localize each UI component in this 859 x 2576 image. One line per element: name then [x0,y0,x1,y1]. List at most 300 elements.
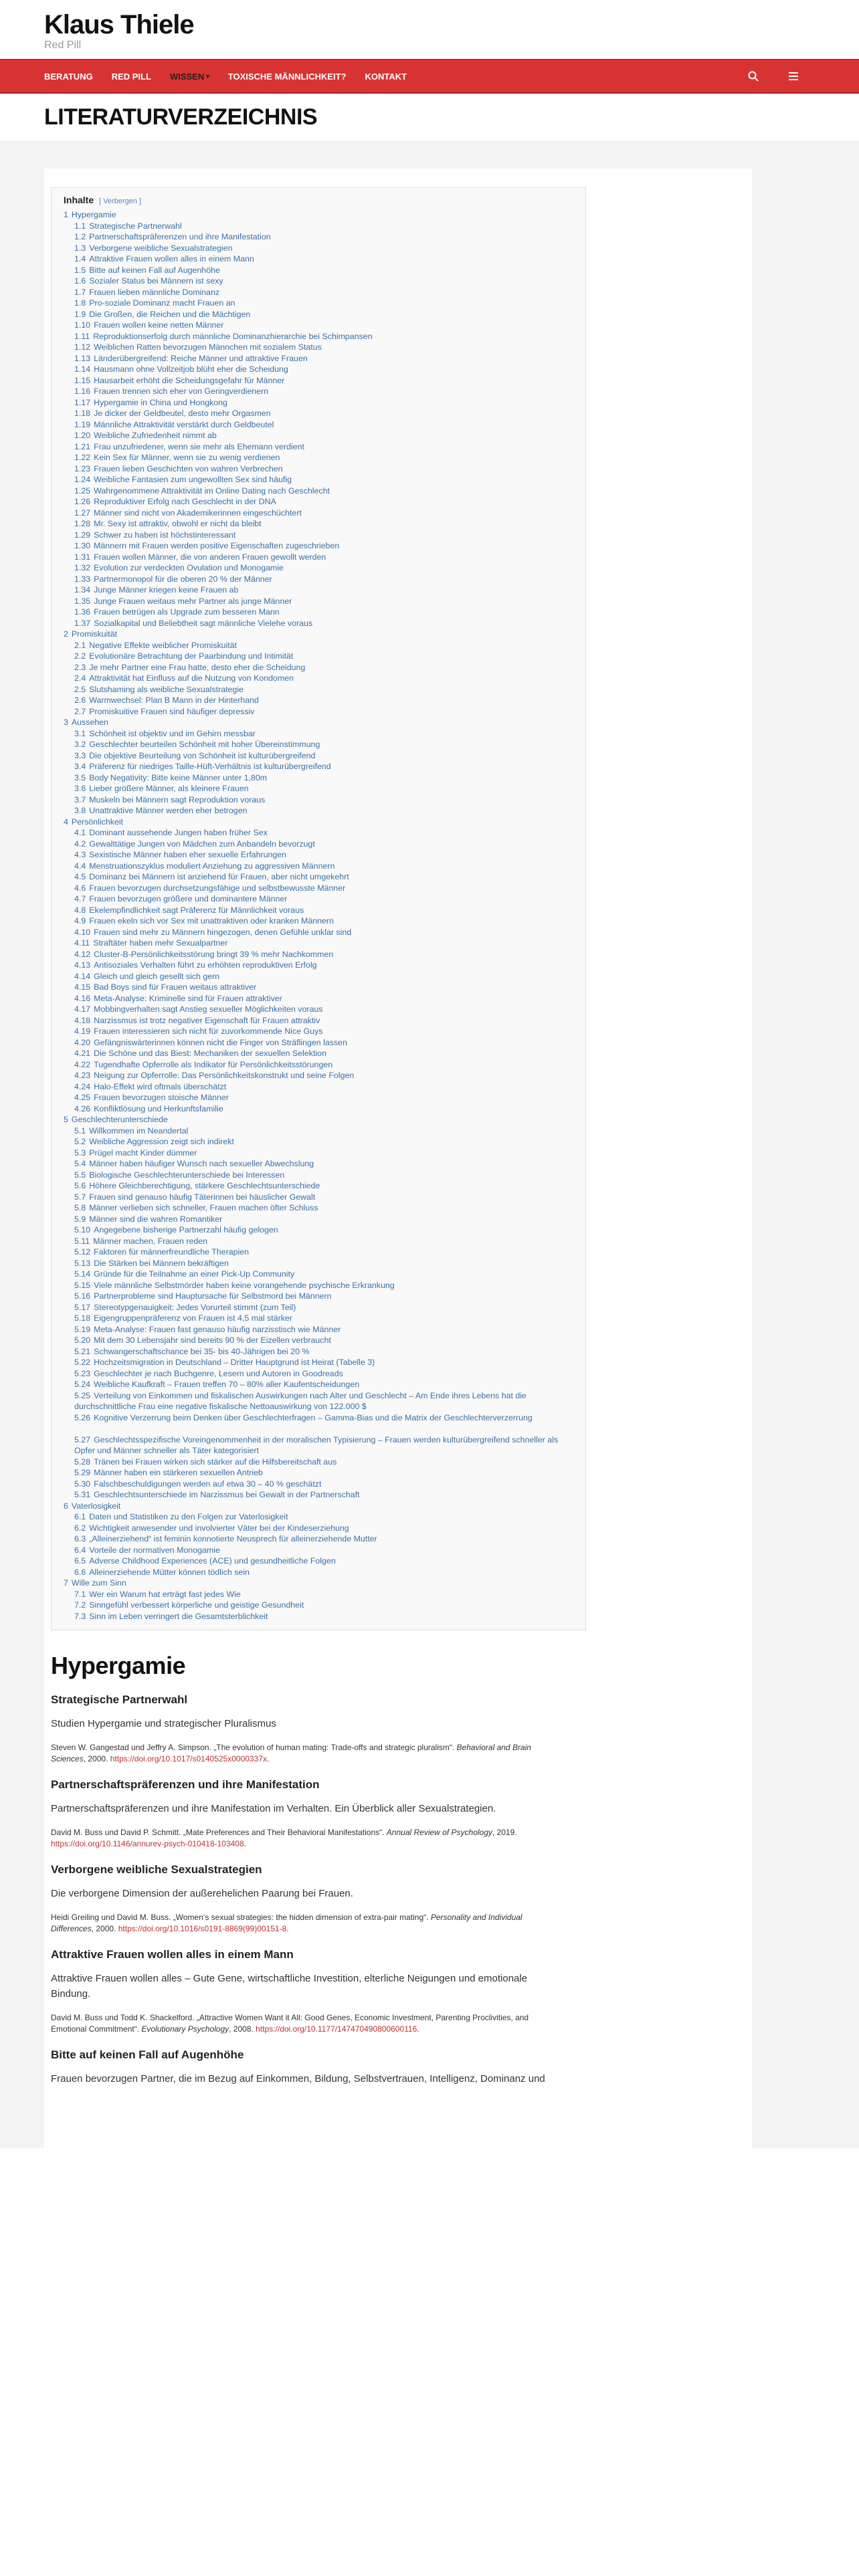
toc-text: Wille zum Sinn [71,1578,126,1588]
toc-link-1-2[interactable] [64,231,573,243]
citation-journal: Behavioral and Brain Sciences [51,1743,531,1763]
toc-link-5-2[interactable] [64,1136,573,1148]
nav-item-label: TOXISCHE MÄNNLICHKEIT? [227,71,347,82]
toc-number: 1.17 [74,397,91,407]
toc-link-5-21[interactable] [64,1346,573,1358]
toc-text: Sinn im Leben verringert die Gesamtsterblichkeit [89,1611,268,1621]
toc-link-6-5[interactable] [64,1555,573,1567]
citation-year: , 2019. [492,1828,517,1837]
toc-text: Schwer zu haben ist höchstinteressant [94,530,236,540]
toc-text: Sozialer Status bei Männern ist sexy [89,276,223,286]
toc-toggle-link[interactable]: [ Verbergen ] [99,197,142,205]
citation-year: , 2000. [83,1754,108,1763]
toc-text: Viele männliche Selbstmörder haben keine vorangehende psychische Erkrankung [94,1280,395,1290]
toc-number: 4.24 [74,1081,91,1091]
toc-link-1-31[interactable] [64,552,573,563]
toc-link-1-35[interactable] [64,596,573,607]
toc-link-1-18[interactable] [64,408,573,419]
toc-text: Geschlechter je nach Buchgenre, Lesern und Autoren in Goodreads [94,1368,343,1378]
toc-number: 6.4 [74,1545,86,1555]
toc-link-1-27[interactable] [64,508,573,519]
citation [51,1912,559,1935]
site-title[interactable]: Klaus Thiele [44,10,194,39]
toc-number: 1.13 [74,353,91,363]
toc-number: 5.29 [74,1468,91,1477]
toc-number: 4.18 [74,1015,91,1025]
toc-text: „Alleinerziehend“ ist feminin konnotierte Neusprech für alleinerziehende Mutter [89,1534,377,1543]
toc-number: 1.3 [74,243,86,253]
toc-link-4-13[interactable] [64,960,573,971]
toc-link-5-8[interactable] [64,1202,573,1214]
toc-link-2-1[interactable] [64,640,573,651]
toc-link-7-1[interactable] [64,1589,573,1600]
nav-item-toxische-männlichkeit[interactable] [228,72,347,82]
toc-text: Geschlechtsunterschiede im Narzissmus bei Gewalt in der Partnerschaft [94,1490,360,1499]
toc-text: Verteilung von Einkommen und fiskalischen Auswirkungen nach Alter und Geschlecht – Am Ende ihres Lebens hat die durchschnittliche Frau eine negative fiskalische Nettoauswirkung von 122.000 $ [74,1390,527,1411]
toc-link-5-30[interactable] [64,1479,573,1490]
toc-text: Hypergamie [71,210,116,219]
toc-text: Pro-soziale Dominanz macht Frauen an [89,298,235,308]
toc-text: Mr. Sexy ist attraktiv, obwohl er nicht da bleibt [94,519,262,528]
toc-number: 1.37 [74,618,91,628]
toc-link-2-4[interactable] [64,673,573,684]
toc-text: Männer haben ein stärkeren sexuellen Antrieb [94,1468,263,1477]
toc-text: Frauen sind mehr zu Männern hingezogen, denen Gefühle unklar sind [94,927,352,937]
toc-number: 3.2 [74,740,86,749]
toc-number: 1.8 [74,298,86,308]
toc-number: 2.7 [74,706,86,716]
toc-link-3[interactable] [64,717,573,728]
citation-authors: David M. Buss und Todd K. Shackelford. „Attractive Women Want it All: Good Genes, Economic Investment, Parenting Proclivities, and Emotional Commitment“. [51,2013,529,2034]
toc-link-5-7[interactable] [64,1192,573,1203]
toc-text: Tränen bei Frauen wirken sich stärker auf die Hilfsbereitschaft aus [94,1457,337,1467]
toc-link-5-3[interactable] [64,1148,573,1159]
toc-link-1-26[interactable] [64,496,573,508]
toc-text: Mit dem 30 Lebensjahr sind bereits 90 % der Eizellen verbraucht [94,1335,331,1345]
toc-text: Vaterlosigkeit [71,1501,121,1511]
toc-link-3-1[interactable] [64,728,573,740]
toc-number: 6.3 [74,1534,86,1543]
toc-number: 5.12 [74,1247,91,1257]
toc-text: Sinngefühl verbessert körperliche und geistige Gesundheit [89,1600,304,1610]
toc-link-5-15[interactable] [64,1280,573,1291]
toc-link-1-37[interactable] [64,618,573,629]
toc-link-5-17[interactable] [64,1302,573,1313]
toc-number: 5.15 [74,1280,91,1290]
toc-number: 7.2 [74,1600,86,1610]
toc-text: Junge Männer kriegen keine Frauen ab [94,585,239,595]
toc-text: Lieber größere Männer, als kleinere Frauen [89,784,249,793]
toc-link-3-5[interactable] [64,772,573,784]
toc-text: Dominant aussehende Jungen haben früher Sex [89,828,268,837]
toc-link-1-24[interactable] [64,474,573,486]
toc-link-4-18[interactable] [64,1015,573,1027]
toc-text: Promiskuitive Frauen sind häufiger depressiv [89,706,255,716]
toc-number: 1.36 [74,607,91,617]
toc-link-4-6[interactable] [64,883,573,894]
toc-number: 4.17 [74,1004,91,1014]
toc-text: Promiskuität [71,629,118,639]
toc-link-2-5[interactable] [64,684,573,695]
toc-link-1-23[interactable] [64,463,573,475]
toc-text: Frauen trennen sich eher von Geringverdienern [94,387,269,396]
toc-number: 1.10 [74,320,91,330]
toc-text: Attraktive Frauen wollen alles in einem Mann [89,254,254,263]
toc-link-5-5[interactable] [64,1170,573,1181]
nav-item-label: BERATUNG [44,71,93,82]
toc-number: 5.1 [74,1125,86,1136]
toc-number: 1.25 [74,486,91,496]
toc-link-5-6[interactable] [64,1180,573,1192]
toc-text: Konfliktlösung und Herkunftsfamilie [94,1103,223,1113]
toc-link-1-12[interactable] [64,342,573,353]
toc-link-5-20[interactable] [64,1335,573,1346]
toc-link-4-5[interactable] [64,871,573,883]
toc-link-1-11[interactable] [64,331,573,342]
toc-link-4-20[interactable] [64,1037,573,1049]
toc-text: Dominanz bei Männern ist anziehend für Frauen, aber nicht umgekehrt [89,872,349,881]
toc-link-4-17[interactable] [64,1004,573,1015]
toc-link-3-6[interactable] [64,783,573,794]
menu-icon[interactable] [787,70,800,83]
toc-link-4-4[interactable] [64,861,573,872]
toc-link-3-7[interactable] [64,794,573,806]
toc-text: Schwangerschaftschance bei 35- bis 40-Jährigen bei 20 % [94,1346,310,1356]
toc-link-2-3[interactable] [64,662,573,673]
toc-text: Cluster-B-Persönlichkeitsstörung bringt 39 % mehr Nachkommen [94,949,334,959]
toc-link-4-14[interactable] [64,971,573,982]
toc-text: Die objektive Beurteilung von Schönheit ist kulturübergreifend [89,750,316,760]
toc-text: Adverse Childhood Experiences (ACE) und gesundheitliche Folgen [89,1556,336,1566]
page-title: LITERATURVERZEICHNIS [44,104,318,130]
toc-number: 1.20 [74,431,91,440]
toc-link-1-3[interactable] [64,243,573,254]
toc-text: Frau unzufriedener, wenn sie mehr als Ehemann verdient [94,441,304,451]
toc-text: Frauen betrügen als Upgrade zum besseren Mann [94,607,280,617]
toc-link-7-3[interactable] [64,1611,573,1622]
toc-link-5-19[interactable] [64,1324,573,1335]
toc-link-4-26[interactable] [64,1103,573,1115]
toc-link-1-5[interactable] [64,265,573,276]
toc-number: 3.8 [74,806,86,815]
toc-link-4-16[interactable] [64,993,573,1004]
toc-text: Gewalttätige Jungen von Mädchen zum Anbandeln bevorzugt [89,839,315,849]
toc-link-3-4[interactable] [64,761,573,772]
toc-number: 1.22 [74,453,91,462]
toc-link-4-1[interactable] [64,827,573,839]
toc-text: Angegebene bisherige Partnerzahl häufig gelogen [94,1225,278,1235]
toc-number: 1.16 [74,387,91,396]
citation-authors: David M. Buss und David P. Schmitt. „Mate Preferences and Their Behavioral Manifestations“. [51,1828,385,1837]
doi-link[interactable]: https://doi.org/10.1146/annurev-psych-010418-103408 [51,1839,244,1848]
toc-link-3-3[interactable] [64,750,573,762]
nav-item-beratung[interactable] [44,72,93,82]
toc-link-1-8[interactable] [64,298,573,309]
toc-number: 4 [64,817,68,827]
citation-year: , 2008. [229,2024,254,2034]
toc-text: Verborgene weibliche Sexualstrategien [89,243,233,253]
toc-number: 5.8 [74,1203,86,1212]
toc-text: Männliche Attraktivität verstärkt durch Geldbeutel [94,419,274,429]
toc-link-5[interactable] [64,1114,573,1125]
nav-item-wissen[interactable] [170,72,209,82]
toc-text: Geschlechterunterschiede [71,1115,168,1124]
toc-link-3-2[interactable] [64,739,573,750]
toc-link-2[interactable] [64,629,573,640]
toc-link-7-2[interactable] [64,1600,573,1611]
doi-link[interactable]: https://doi.org/10.1017/s0140525x0000337x [110,1754,267,1763]
toc-link-6-1[interactable] [64,1511,573,1523]
subsection-heading: Strategische Partnerwahl [51,1693,188,1706]
toc-link-4-21[interactable] [64,1048,573,1059]
toc-link-4-7[interactable] [64,893,573,905]
toc-link-4-8[interactable] [64,905,573,916]
toc-number: 6.6 [74,1567,86,1577]
toc-number: 1.35 [74,596,91,606]
toc-link-3-8[interactable] [64,805,573,817]
toc-number: 2.6 [74,695,86,705]
toc-number: 2.3 [74,662,86,672]
toc-text: Frauen bevorzugen größere und dominantere Männer [89,894,288,903]
toc-link-1-4[interactable] [64,253,573,265]
toc-link-1-29[interactable] [64,530,573,541]
toc-number: 5.24 [74,1380,91,1389]
citation-authors: Heidi Greiling und David M. Buss. „Women’s sexual strategies: the hidden dimension of extra-pair mating“. [51,1913,429,1922]
toc-number: 5.5 [74,1170,86,1180]
toc-link-1-33[interactable] [64,574,573,585]
subsection-heading: Bitte auf keinen Fall auf Augenhöhe [51,2048,244,2061]
toc-number: 5.21 [74,1346,91,1356]
toc-text: Weibliche Kaufkraft – Frauen treffen 70 – 80% aller Kaufentscheidungen [94,1380,360,1389]
toc-link-1-15[interactable] [64,375,573,387]
nav-item-label: KONTAKT [365,71,407,82]
toc-link-5-10[interactable] [64,1224,573,1236]
page-title-band [0,94,859,142]
site-header [0,0,859,59]
nav-item-kontakt[interactable] [365,72,407,82]
toc-text: Reproduktionserfolg durch männliche Dominanzhierarchie bei Schimpansen [93,331,373,341]
toc-number: 2.5 [74,684,86,694]
toc-link-5-9[interactable] [64,1214,573,1225]
toc-link-4-15[interactable] [64,982,573,993]
toc-text: Hausarbeit erhöht die Scheidungsgefahr für Männer [94,375,285,385]
toc-link-4[interactable] [64,817,573,828]
toc-link-5-22[interactable] [64,1357,573,1368]
toc-link-6-3[interactable] [64,1533,573,1545]
citation-end: . [244,1839,246,1848]
toc-number: 4.12 [74,949,91,959]
toc-link-5-13[interactable] [64,1258,573,1269]
toc-link-5-26[interactable] [64,1412,573,1434]
toc-link-5-28[interactable] [64,1457,573,1468]
toc-link-5-27[interactable] [64,1434,573,1457]
toc-link-5-18[interactable] [64,1313,573,1324]
toc-link-4-24[interactable] [64,1081,573,1093]
toc-text: Männer sind nicht von Akademikerinnen eingeschüchtert [94,508,302,518]
toc-link-2-7[interactable] [64,706,573,718]
toc-text: Schönheit ist objektiv und im Gehirn messbar [89,728,256,738]
toc-number: 4.8 [74,905,86,915]
toc-number: 5.30 [74,1479,91,1489]
toc-link-4-12[interactable] [64,949,573,960]
toc-link-4-11[interactable] [64,938,573,949]
toc-number: 1.32 [74,563,91,572]
toc-number: 1.11 [74,331,90,341]
toc-number: 3 [64,718,68,727]
toc-text: Gefängniswärterinnen können nicht die Finger von Sträflingen lassen [94,1037,347,1047]
toc-link-1-22[interactable] [64,452,573,463]
toc-number: 1.14 [74,364,91,374]
subsection-summary: Die verborgene Dimension der außerehelichen Paarung bei Frauen. [51,1888,353,1899]
toc-link-1-25[interactable] [64,486,573,497]
subsection-heading: Verborgene weibliche Sexualstrategien [51,1863,262,1876]
toc-text: Evolutionäre Betrachtung der Paarbindung und Intimität [89,651,294,661]
toc-link-1-7[interactable] [64,287,573,298]
toc-text: Negative Effekte weiblicher Promiskuität [89,640,237,650]
toc-number: 6.1 [74,1512,86,1521]
toc-text: Ekelempfindlichkeit sagt Präferenz für Männlichkeit voraus [89,905,304,915]
subsection-heading: Attraktive Frauen wollen alles in einem Mann [51,1948,294,1961]
toc-text: Die Stärken bei Männern bekräftigen [94,1258,229,1268]
toc-text: Präferenz für niedriges Taille-Hüft-Verhältnis ist kulturübergreifend [89,762,331,771]
toc-link-5-14[interactable] [64,1269,573,1280]
toc-text: Falschbeschuldigungen werden auf etwa 30 – 40 % geschätzt [94,1479,322,1489]
toc-number: 1 [64,210,68,219]
toc-text: Gründe für die Teilnahme an einer Pick-Up Community [94,1269,295,1279]
toc-number: 4.21 [74,1049,91,1058]
nav-item-red-pill[interactable] [112,72,151,82]
toc-link-5-25[interactable] [64,1390,573,1412]
toc-text: Frauen interessieren sich nicht für zuvorkommende Nice Guys [94,1027,323,1036]
toc-link-6-4[interactable] [64,1545,573,1556]
toc-link-1-9[interactable] [64,309,573,320]
toc-link-7[interactable] [64,1578,573,1589]
toc-link-1-21[interactable] [64,441,573,453]
toc-link-5-16[interactable] [64,1291,573,1302]
toc-link-5-11[interactable] [64,1236,573,1247]
toc-link-2-6[interactable] [64,695,573,706]
toc-link-1-36[interactable] [64,607,573,618]
toc-link-1-28[interactable] [64,518,573,530]
citation-end: . [266,1754,270,1763]
toc-link-2-2[interactable] [64,651,573,662]
toc-number: 1.1 [74,221,86,231]
toc-link-1-32[interactable] [64,562,573,574]
toc-link-1-6[interactable] [64,276,573,287]
toc-link-4-25[interactable] [64,1092,573,1103]
search-icon[interactable] [747,70,760,83]
toc-text: Willkommen im Neandertal [89,1125,189,1136]
toc-link-5-12[interactable] [64,1247,573,1258]
toc-number: 5.20 [74,1335,91,1345]
toc-link-1-1[interactable] [64,221,573,232]
toc-link-4-2[interactable] [64,839,573,850]
toc-number: 3.1 [74,728,86,738]
toc-link-1-13[interactable] [64,353,573,364]
toc-number: 7 [64,1578,68,1588]
toc-number: 5.2 [74,1137,86,1146]
toc-number: 5.23 [74,1368,91,1378]
toc-text: Tugendhafte Opferrolle als Indikator für Persönlichkeitsstörungen [94,1059,333,1069]
toc-link-5-29[interactable] [64,1467,573,1479]
citation-authors: Steven W. Gangestad und Jeffry A. Simpson. „The evolution of human mating: Trade-offs and strategic pluralism“. [51,1743,455,1752]
toc-link-1-34[interactable] [64,584,573,596]
toc-link-5-24[interactable] [64,1379,573,1390]
toc-link-4-19[interactable] [64,1026,573,1037]
toc-link-1[interactable] [64,209,573,221]
toc-text: Meta-Analyse: Frauen fast genauso häufig narzisstisch wie Männer [94,1324,341,1334]
toc-link-1-17[interactable] [64,397,573,409]
toc-link-4-10[interactable] [64,927,573,938]
toc-text: Männer haben häufiger Wunsch nach sexueller Abwechslung [89,1159,314,1168]
toc-number: 5.7 [74,1192,86,1202]
toc-link-4-3[interactable] [64,849,573,861]
toc-text: Geschlechter beurteilen Schönheit mit hoher Übereinstimmung [89,740,320,749]
toc-link-1-14[interactable] [64,364,573,375]
toc-number: 5.13 [74,1258,91,1268]
chevron-down-icon: ▾ [206,72,209,80]
toc-number: 1.5 [74,265,86,275]
toc-number: 1.15 [74,375,91,385]
toc-number: 7.1 [74,1589,86,1599]
toc-link-6-2[interactable] [64,1523,573,1534]
doi-link[interactable]: https://doi.org/10.1016/s0191-8869(99)00151-8 [118,1924,287,1933]
toc-link-6[interactable] [64,1501,573,1512]
toc-link-1-30[interactable] [64,540,573,552]
toc-link-4-23[interactable] [64,1070,573,1081]
toc-text: Die Schöne und das Biest: Mechaniken der sexuellen Selektion [94,1049,326,1058]
toc-number: 4.14 [74,971,91,981]
toc-link-5-23[interactable] [64,1368,573,1380]
citation [51,2012,559,2035]
toc-text: Je mehr Partner eine Frau hatte, desto eher die Scheidung [89,662,306,672]
toc-text: Stereotypgenauigkeit: Jedes Vorurteil stimmt (zum Teil) [94,1302,296,1312]
toc-link-5-4[interactable] [64,1158,573,1170]
toc-link-4-9[interactable] [64,916,573,927]
toc-link-1-16[interactable] [64,386,573,397]
toc-link-5-31[interactable] [64,1489,573,1501]
toc-number: 4.11 [74,938,90,948]
citation-year: , 2000. [91,1924,116,1933]
toc-number: 4.22 [74,1059,91,1069]
toc-text: Weibliche Aggression zeigt sich indirekt [89,1137,234,1146]
toc-link-5-1[interactable] [64,1125,573,1137]
toc-link-1-19[interactable] [64,419,573,431]
toc-text: Evolution zur verdeckten Ovulation und Monogamie [94,563,284,572]
toc-number: 3.4 [74,762,86,771]
toc-link-1-10[interactable] [64,320,573,331]
toc-link-6-6[interactable] [64,1567,573,1578]
toc-text: Junge Frauen weitaus mehr Partner als junge Männer [94,596,292,606]
toc-text: Die Großen, die Reichen und die Mächtigen [89,309,251,319]
toc-link-4-22[interactable] [64,1059,573,1071]
toc-number: 4.4 [74,861,86,871]
main-navigation [0,59,859,94]
toc-text: Prügel macht Kinder dümmer [89,1148,197,1158]
toc-number: 5.25 [74,1390,91,1400]
subsection-summary: Frauen bevorzugen Partner, die im Bezug auf Einkommen, Bildung, Selbstvertrauen, Intelligenz, Dominanz und [51,2073,545,2084]
toc-number: 1.4 [74,254,86,263]
toc-text: Frauen wollen Männer, die von anderen Frauen gewollt werden [94,552,326,562]
toc-number: 1.29 [74,530,91,540]
toc-link-1-20[interactable] [64,430,573,441]
toc-text: Wahrgenommene Attraktivität im Online Dating nach Geschlecht [94,486,330,496]
toc-text: Je dicker der Geldbeutel, desto mehr Orgasmen [94,409,271,418]
toc-number: 5.18 [74,1313,91,1323]
toc-number: 4.15 [74,982,91,992]
doi-link[interactable]: https://doi.org/10.1177/147470490800600116 [256,2024,417,2034]
toc-text: Kognitive Verzerrung beim Denken über Geschlechterfragen – Gamma-Bias und die Matrix der Geschlechterverzerrung [94,1412,533,1422]
